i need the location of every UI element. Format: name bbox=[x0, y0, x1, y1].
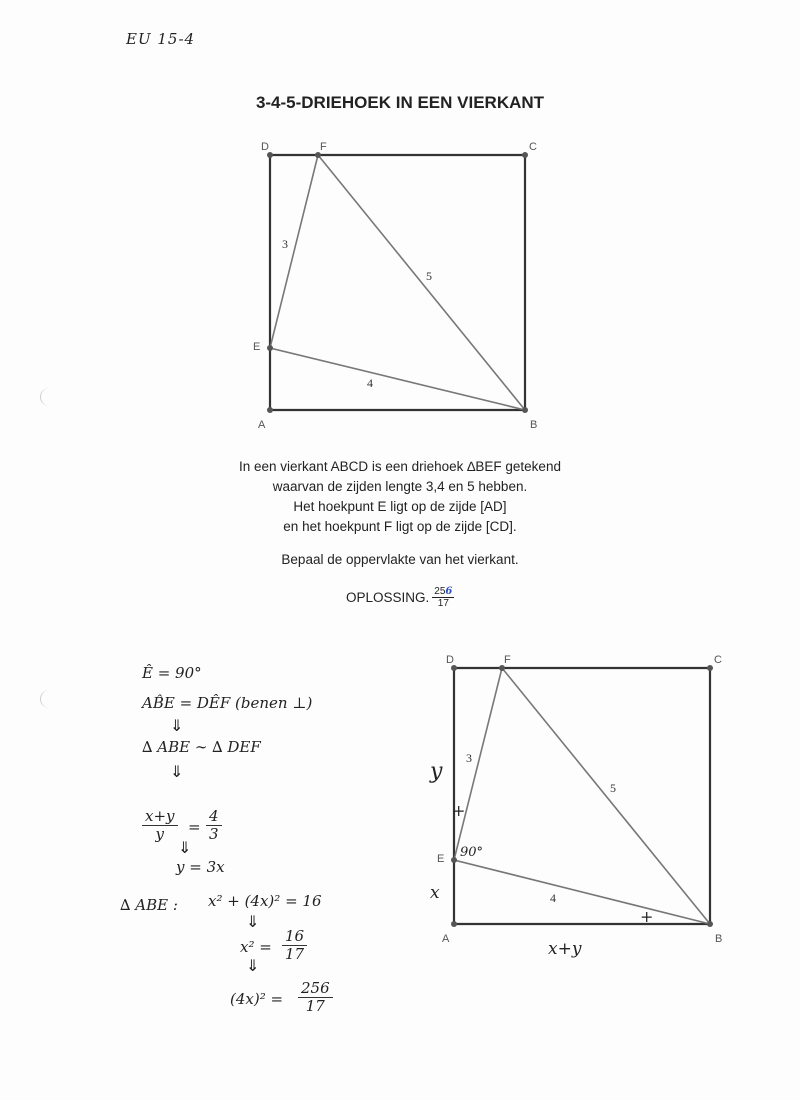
label-e: E bbox=[437, 853, 445, 865]
pythagoras-equation: x² + (4x)² = 16 bbox=[208, 892, 322, 910]
label-b: B bbox=[530, 419, 538, 431]
x-squared-lhs: x² = bbox=[240, 938, 272, 956]
label-b: B bbox=[715, 933, 723, 945]
side-bf-length: 5 bbox=[426, 269, 432, 283]
corner-note: EU 15-4 bbox=[126, 30, 196, 48]
handwritten-digit: 6 bbox=[445, 585, 453, 597]
implies-arrow: ⇓ bbox=[246, 914, 260, 931]
vertex-a bbox=[267, 407, 273, 413]
vertex-b bbox=[707, 921, 713, 927]
annotation-angle-b-mark: + bbox=[640, 907, 654, 926]
triangle-bef-bottom bbox=[454, 668, 710, 924]
angle-e-statement: Ê = 90° bbox=[142, 664, 202, 682]
vertex-c bbox=[522, 152, 528, 158]
implies-arrow: ⇓ bbox=[170, 764, 184, 781]
implies-arrow: ⇓ bbox=[170, 718, 184, 735]
problem-line: In een vierkant ABCD is een driehoek ∆BEF getekend bbox=[239, 459, 561, 474]
side-ef-length: 3 bbox=[282, 237, 288, 251]
similarity-statement: ∆ ABE ∼ ∆ DEF bbox=[142, 738, 261, 756]
annotation-angle-e: 90° bbox=[460, 845, 484, 860]
label-a: A bbox=[442, 933, 450, 945]
triangle-bef bbox=[270, 155, 525, 410]
annotation-y: y bbox=[430, 759, 443, 784]
vertex-e bbox=[267, 345, 273, 351]
label-f: F bbox=[320, 141, 327, 153]
label-d: D bbox=[446, 654, 454, 666]
label-c: C bbox=[714, 654, 722, 666]
label-f: F bbox=[504, 654, 511, 666]
angle-equality: AB̂E = DÊF (benen ⊥) bbox=[142, 694, 313, 712]
implies-arrow: ⇓ bbox=[178, 840, 192, 857]
vertex-a bbox=[451, 921, 457, 927]
annotation-x-plus-y: x+y bbox=[548, 939, 582, 959]
area-lhs: (4x)² = bbox=[230, 990, 284, 1008]
label-e: E bbox=[253, 341, 261, 353]
side-be-length: 4 bbox=[367, 376, 373, 390]
ratio-lhs: x+y y bbox=[142, 808, 178, 843]
problem-line: en het hoekpunt F ligt op de zijde [CD]. bbox=[283, 519, 517, 534]
figure-top bbox=[0, 0, 800, 440]
problem-statement bbox=[0, 457, 800, 537]
area-fraction: 256 17 bbox=[298, 980, 333, 1015]
vertex-b bbox=[522, 407, 528, 413]
problem-line: Het hoekpunt E ligt op de zijde [AD] bbox=[293, 499, 507, 514]
equals-sign: = bbox=[188, 818, 201, 836]
ratio-rhs: 4 3 bbox=[206, 808, 222, 843]
vertex-c bbox=[707, 665, 713, 671]
y-equals-3x: y = 3x bbox=[176, 858, 225, 876]
x-squared-fraction: 16 17 bbox=[282, 928, 307, 963]
page-title: 3-4-5-DRIEHOEK IN EEN VIERKANT bbox=[255, 93, 545, 112]
side-ef-length: 3 bbox=[466, 751, 472, 765]
implies-arrow: ⇓ bbox=[246, 958, 260, 975]
answer-line bbox=[346, 580, 454, 614]
problem-line: waarvan de zijden lengte 3,4 en 5 hebben. bbox=[272, 479, 528, 494]
annotation-x: x bbox=[430, 883, 440, 903]
side-be-length: 4 bbox=[550, 891, 556, 905]
label-a: A bbox=[258, 419, 266, 431]
answer-fraction bbox=[432, 586, 454, 609]
answer-denominator: 17 bbox=[437, 597, 449, 609]
triangle-abe-label: ∆ ABE : bbox=[120, 896, 178, 914]
answer-label: OPLOSSING. bbox=[346, 589, 430, 605]
answer-numerator: 256 bbox=[434, 585, 453, 597]
annotation-plus: + bbox=[452, 801, 466, 820]
vertex-e bbox=[451, 857, 457, 863]
side-bf-length: 5 bbox=[610, 781, 616, 795]
label-c: C bbox=[529, 141, 537, 153]
label-d: D bbox=[261, 141, 269, 153]
figure-bottom bbox=[0, 640, 800, 980]
question-text: Bepaal de oppervlakte van het vierkant. bbox=[281, 552, 519, 567]
